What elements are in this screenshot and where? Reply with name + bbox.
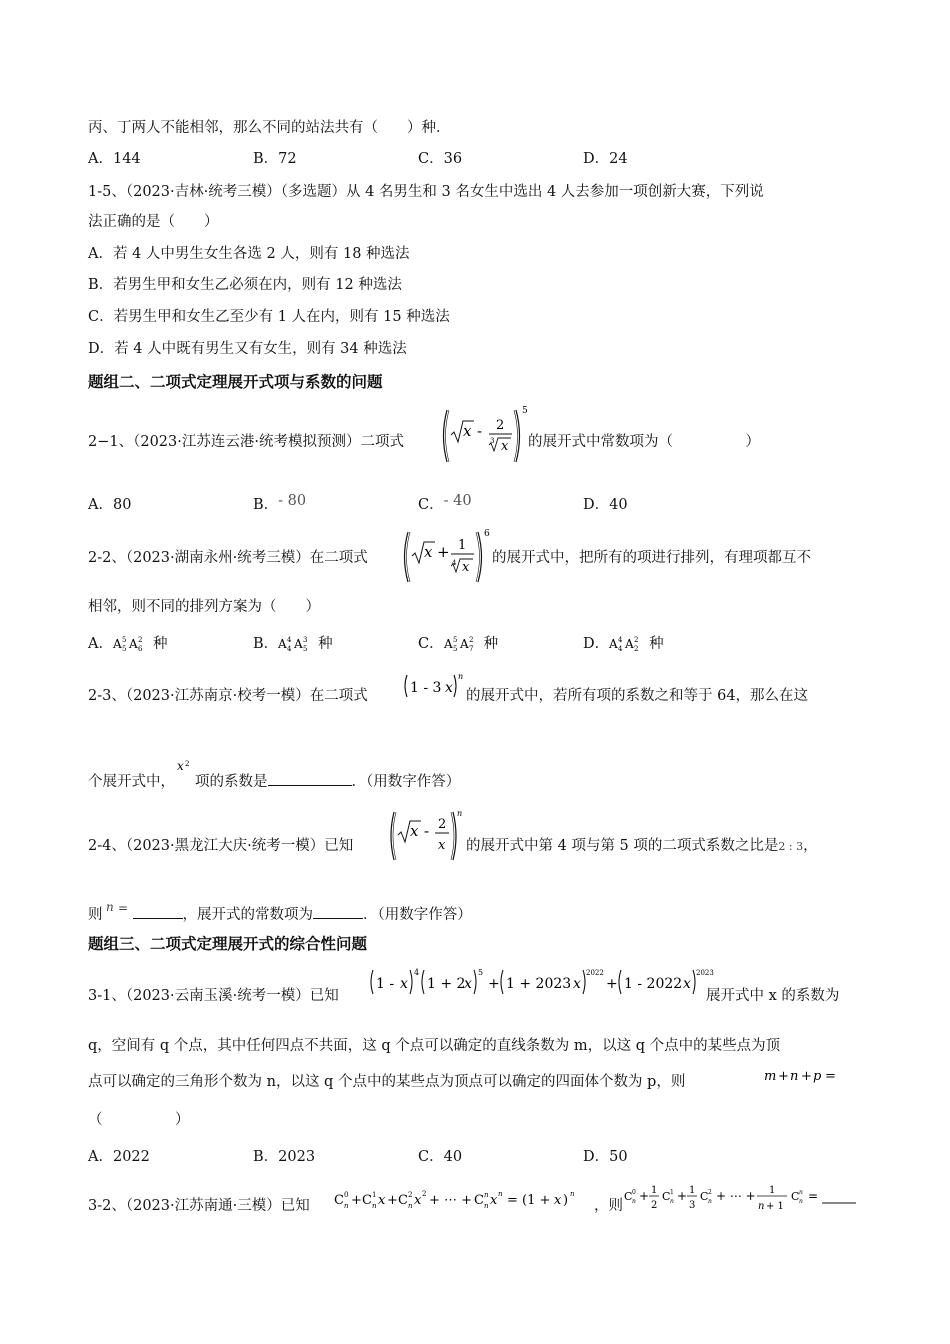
- q2-4-formula: [387, 808, 465, 864]
- svg-text:+: +: [677, 1189, 688, 1203]
- svg-text:n: n: [632, 1198, 636, 1205]
- svg-text:x: x: [414, 1193, 422, 1208]
- svg-text:C: C: [662, 1190, 671, 1203]
- svg-text:1: 1: [689, 1185, 696, 1196]
- svg-text:6: 6: [137, 645, 143, 653]
- svg-text:=: =: [507, 1193, 518, 1208]
- svg-text:4: 4: [618, 645, 623, 653]
- svg-text:0: 0: [344, 1191, 349, 1199]
- svg-text:+: +: [801, 1069, 812, 1084]
- option-c: C．36: [418, 151, 463, 167]
- svg-text:m: m: [764, 1069, 777, 1084]
- option-a-formula: [113, 634, 153, 654]
- svg-text:x: x: [177, 759, 184, 773]
- svg-text:2: 2: [438, 817, 447, 832]
- q1-5-option-b: B．若男生甲和女生乙必须在内，则有 12 种选法: [88, 277, 402, 293]
- svg-text:6: 6: [484, 529, 490, 539]
- svg-text:1 + 2: 1 + 2: [427, 976, 466, 992]
- svg-text:A: A: [459, 637, 469, 651]
- svg-text:4: 4: [287, 645, 292, 653]
- q3-1-sum-formula: [762, 1066, 842, 1088]
- svg-text:2: 2: [708, 1189, 712, 1196]
- svg-text:+: +: [778, 1069, 789, 1084]
- q2-2-suffix: 的展开式中，把所有的项进行排列，有理项都互不: [492, 550, 811, 566]
- svg-text:x: x: [445, 680, 453, 696]
- svg-text:n: n: [708, 1198, 712, 1205]
- svg-text:2: 2: [634, 636, 639, 644]
- svg-text:n: n: [344, 1202, 349, 1210]
- option-a: A． A 5 5 A 2 6 种: [88, 636, 168, 653]
- svg-text:4: 4: [414, 968, 420, 977]
- svg-text:1 + 2023: 1 + 2023: [506, 976, 572, 992]
- q2-3-formula: [402, 670, 464, 700]
- svg-text:1 -: 1 -: [376, 976, 395, 992]
- answer-blank-constant[interactable]: [313, 904, 363, 919]
- intro-question-line: 丙、丁两人不能相邻，那么不同的站法共有（ ）种．: [88, 120, 451, 136]
- svg-text:2: 2: [634, 645, 639, 653]
- q3-2-mid: ，则: [594, 1198, 623, 1214]
- option-c: C． A 5 5 A 2 7 种: [418, 636, 499, 653]
- option-a: A．2022: [88, 1149, 150, 1165]
- svg-text:C: C: [624, 1190, 633, 1203]
- svg-text:4: 4: [452, 559, 457, 567]
- svg-text:+: +: [437, 543, 450, 561]
- svg-text:2023: 2023: [696, 969, 714, 977]
- ratio-value: 2 : 3: [778, 840, 804, 853]
- q2-2-line2: 相邻，则不同的排列方案为（ ）: [88, 599, 320, 615]
- svg-text:=: =: [117, 901, 128, 915]
- svg-text:A: A: [128, 637, 138, 651]
- svg-text:A: A: [112, 637, 122, 651]
- svg-text:n: n: [105, 900, 114, 914]
- option-a: A．80: [88, 497, 132, 513]
- q2-1-suffix: 的展开式中常数项为（ ）: [528, 434, 760, 450]
- svg-text:x: x: [683, 976, 691, 992]
- svg-text:2: 2: [468, 636, 474, 644]
- svg-text:n: n: [790, 1069, 799, 1084]
- svg-text:n: n: [372, 1202, 377, 1210]
- option-b: B．- 80: [253, 493, 307, 513]
- svg-text:C: C: [791, 1190, 800, 1203]
- svg-text:(1 +: (1 +: [522, 1193, 551, 1208]
- option-c: C．40: [418, 1149, 463, 1165]
- q3-1-options: [88, 1146, 828, 1170]
- svg-text:x: x: [464, 976, 472, 992]
- svg-text:n: n: [457, 809, 463, 818]
- svg-text:1: 1: [651, 1185, 658, 1196]
- svg-text:5: 5: [121, 636, 127, 644]
- option-c-formula: [444, 634, 484, 654]
- svg-text:-: -: [424, 822, 430, 840]
- q3-1-formula: [368, 966, 714, 996]
- q1-5-option-d: D．若 4 人中既有男生又有女生，则有 34 种选法: [88, 341, 407, 357]
- option-d: D．50: [583, 1149, 628, 1165]
- svg-text:x: x: [424, 543, 433, 561]
- svg-text:2: 2: [422, 1190, 427, 1198]
- q3-1-line2: q，空间有 q 个点，其中任何四点不共面，这 q 个点可以确定的直线条数为 m，以这 q 个点中的某些点为顶: [88, 1038, 781, 1054]
- svg-text:C: C: [334, 1193, 344, 1208]
- svg-text:x: x: [400, 976, 408, 992]
- q2-1-prefix: 2−1、（2023·江苏连云港·统考模拟预测）二项式: [88, 434, 404, 450]
- svg-text:+: +: [639, 1189, 650, 1203]
- svg-text:2: 2: [651, 1200, 658, 1211]
- svg-text:n: n: [799, 1189, 803, 1196]
- q3-1-prefix: 3-1、（2023·云南玉溪·统考一模）已知: [88, 988, 339, 1004]
- option-d: D． A 4 4 A 2 2 种: [583, 636, 664, 653]
- svg-text:5: 5: [478, 968, 484, 977]
- svg-text:x: x: [463, 422, 472, 440]
- svg-text:n: n: [484, 1202, 489, 1210]
- option-b: B． A 4 4 A 3 5 种: [253, 636, 333, 653]
- svg-text:C: C: [398, 1193, 408, 1208]
- svg-text:A: A: [625, 637, 634, 651]
- svg-text:+: +: [387, 1193, 398, 1208]
- q3-2-prefix: 3-2、（2023·江苏南通·三模）已知: [88, 1198, 310, 1214]
- q2-4-line2: 则 n = ，展开式的常数项为 ．（用数字作答）: [88, 900, 472, 923]
- svg-text:4: 4: [618, 636, 623, 644]
- q3-1-suffix: 展开式中 x 的系数为: [706, 988, 840, 1004]
- svg-text:5: 5: [121, 645, 127, 653]
- svg-text:=: =: [825, 1069, 836, 1084]
- svg-text:1: 1: [769, 1185, 776, 1196]
- option-d-formula: [609, 634, 649, 654]
- svg-text:n: n: [758, 1201, 765, 1212]
- svg-text:C: C: [700, 1190, 709, 1203]
- q3-1-line4: （ ）: [88, 1112, 190, 1128]
- svg-text:A: A: [609, 637, 618, 651]
- svg-text:x: x: [554, 1193, 562, 1208]
- svg-text:1: 1: [372, 1191, 377, 1199]
- svg-text:n: n: [458, 672, 464, 681]
- q2-2-prefix: 2-2、（2023·湖南永州·统考三模）在二项式: [88, 550, 368, 566]
- svg-text:5: 5: [303, 645, 308, 653]
- svg-text:+: +: [606, 976, 618, 992]
- group2-title: 题组二、二项式定理展开式项与系数的问题: [88, 372, 383, 391]
- svg-text:+: +: [351, 1193, 362, 1208]
- answer-blank[interactable]: [268, 771, 352, 786]
- svg-text:A: A: [443, 637, 453, 651]
- svg-text:C: C: [474, 1193, 484, 1208]
- q3-2-formula-right: [624, 1180, 860, 1222]
- q2-3-suffix: 的展开式中，若所有项的系数之和等于 64，那么在这: [466, 688, 809, 704]
- svg-text:x: x: [410, 822, 419, 840]
- svg-text:1 - 3: 1 - 3: [410, 680, 442, 696]
- option-d: D．24: [583, 151, 628, 167]
- q3-1-line3: 点可以确定的三角形个数为 n，以这 q 个点中的某些点为顶点可以确定的四面体个数为 p，则: [88, 1074, 686, 1090]
- svg-text:+: +: [488, 976, 500, 992]
- x-squared-formula: [175, 759, 195, 788]
- svg-text:+ ⋯ +: + ⋯ +: [716, 1189, 756, 1203]
- q2-2-options: [88, 633, 828, 657]
- svg-text:x: x: [378, 1193, 386, 1208]
- svg-text:5: 5: [452, 645, 458, 653]
- svg-text:A: A: [294, 637, 303, 651]
- svg-text:-: -: [477, 422, 483, 440]
- q2-3-prefix: 2-3、（2023·江苏南京·校考一模）在二项式: [88, 688, 368, 704]
- svg-text:n: n: [408, 1202, 413, 1210]
- q1-5-option-c: C．若男生甲和女生乙至少有 1 人在内，则有 15 种选法: [88, 309, 450, 325]
- svg-text:): ): [563, 1193, 569, 1208]
- svg-text:x: x: [438, 838, 446, 853]
- intro-options: [88, 148, 828, 172]
- q1-5-option-a: A．若 4 人中男生女生各选 2 人，则有 18 种选法: [88, 246, 410, 262]
- q2-1-formula: [440, 405, 530, 467]
- svg-text:2: 2: [137, 636, 143, 644]
- group3-title: 题组三、二项式定理展开式的综合性问题: [88, 934, 368, 953]
- svg-text:A: A: [278, 637, 287, 651]
- q2-3-line2: 个展开式中， x 2 项的系数是 ．（用数字作答）: [88, 759, 461, 790]
- n-equals-formula: [103, 900, 133, 918]
- q1-5-line2: 法正确的是（ ）: [88, 214, 219, 230]
- svg-text:7: 7: [468, 645, 474, 653]
- svg-text:0: 0: [632, 1189, 636, 1196]
- q2-2-formula: [400, 528, 492, 586]
- svg-text:2: 2: [496, 418, 505, 433]
- svg-text:n: n: [484, 1191, 489, 1199]
- svg-text:2022: 2022: [586, 969, 604, 977]
- svg-text:3: 3: [303, 636, 308, 644]
- svg-text:+ ⋯ +: + ⋯ +: [429, 1193, 473, 1208]
- svg-text:1 - 2022: 1 - 2022: [624, 976, 683, 992]
- svg-text:4: 4: [287, 636, 292, 644]
- option-b: B．72: [253, 151, 297, 167]
- option-b-formula: [278, 634, 318, 654]
- svg-text:n: n: [799, 1198, 803, 1205]
- svg-text:x: x: [501, 439, 509, 454]
- q3-2-formula-left: [334, 1186, 590, 1214]
- option-d: D．40: [583, 497, 628, 513]
- svg-text:n: n: [498, 1190, 503, 1198]
- svg-text:=: =: [808, 1189, 819, 1203]
- svg-text:C: C: [362, 1193, 372, 1208]
- svg-text:p: p: [813, 1069, 822, 1084]
- svg-text:x: x: [573, 976, 581, 992]
- option-a: A．144: [88, 151, 141, 167]
- q2-1-options: [88, 494, 828, 518]
- svg-text:x: x: [462, 560, 470, 575]
- svg-text:5: 5: [522, 406, 528, 416]
- svg-text:5: 5: [452, 636, 458, 644]
- svg-text:3: 3: [689, 1200, 696, 1211]
- option-b: B．2023: [253, 1149, 316, 1165]
- svg-text:n: n: [570, 1190, 575, 1198]
- svg-text:1: 1: [670, 1189, 674, 1196]
- svg-text:2: 2: [185, 760, 190, 768]
- svg-text:2: 2: [408, 1191, 413, 1199]
- answer-blank-n[interactable]: [133, 904, 183, 919]
- svg-text:+ 1: + 1: [766, 1201, 784, 1212]
- svg-text:x: x: [490, 1193, 498, 1208]
- q2-4-prefix: 2-4、（2023·黑龙江大庆·统考一模）已知: [88, 838, 354, 854]
- svg-text:n: n: [670, 1198, 674, 1205]
- svg-text:1: 1: [458, 538, 467, 553]
- q2-4-suffix: 的展开式中第 4 项与第 5 项的二项式系数之比是2 : 3，: [466, 838, 818, 854]
- option-c: C．- 40: [418, 493, 472, 513]
- q1-5-line1: 1-5、（2023·吉林·统考三模）（多选题）从 4 名男生和 3 名女生中选出 4 人去参加一项创新大赛，下列说: [88, 184, 764, 200]
- svg-text:3: 3: [490, 437, 495, 445]
